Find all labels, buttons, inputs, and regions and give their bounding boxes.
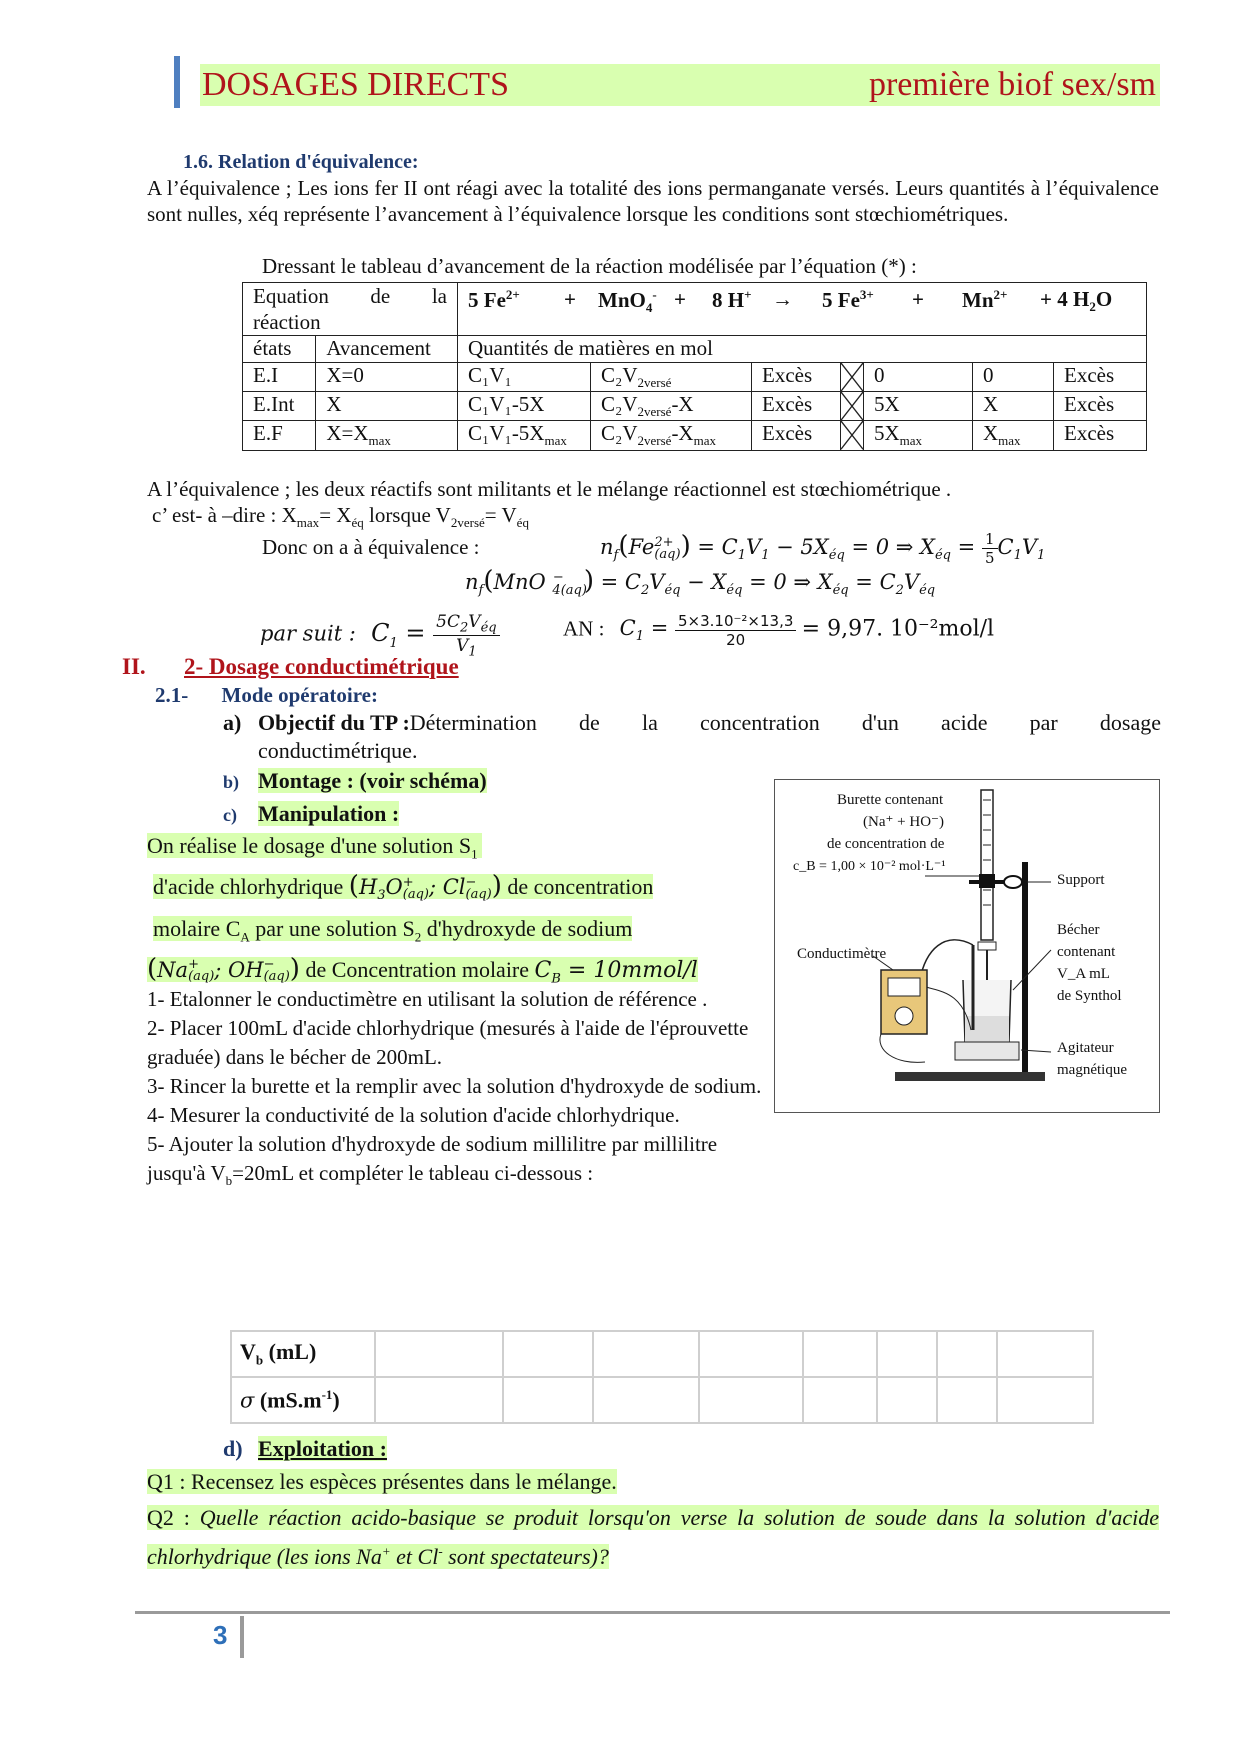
page-number-bar [240, 1616, 244, 1658]
section-2-heading [122, 654, 459, 680]
cb-formula: $C_B$ = 10mmol/l [534, 957, 698, 987]
page-header [200, 64, 1160, 106]
formula-fe: $n_f(Fe$ 2+ (aq) ) = $C_1V_1 - 5X_{éq} = 0$ ⇒ $X_{éq}$ = $\frac{1}{5}$ $C_1V_1$ [600, 530, 1046, 567]
header-avancement: Avancement [316, 336, 458, 363]
question-1: Q1 : Recensez les espèces présentes dans le mélange. [147, 1469, 617, 1494]
measurement-table [230, 1330, 1094, 1424]
step-2: 2- Placer 100mL d'acide chlorhydrique (mesurés à l'aide de l'éprouvette graduée) dans le bécher de 200mL. [147, 1016, 749, 1069]
burette-label-1: Burette contenant [837, 792, 944, 808]
table-row-ef: E.F $X=X_{max}$ C₁V₁-$5X_{max}$ $C_2V_{2versé}-X_{max}$ Excès $5X_{max}$ $X_{max}$ Excès [243, 421, 1147, 450]
vb-cell[interactable] [877, 1331, 937, 1377]
manipulation-text: On réalise le dosage d'une solution $S_1$ d'acide chlorhydrique ($H_3O$ + (aq) ; Cl − (aq) ) de concentration molaire $C_A$ par une solution $S_2$ d'hydroxyde de sodium (Na + (aq) ; OH − (aq) ) de Concentration molaire $C_B$ = 10mmol/l [147, 833, 698, 987]
titration-setup-diagram [775, 780, 1159, 1112]
section-title: Relation d'équivalence: [218, 151, 419, 173]
header-title-left: DOSAGES DIRECTS [202, 66, 509, 103]
reaction-equation: 5 $Fe^{2+}$ + MnO$_4$- + 8 H+ → 5 $Fe^{3+}$ + $Mn^{2+}$ + 4 $H_2O$ [468, 287, 1113, 316]
manipulation-item: c) Manipulation : [223, 801, 400, 826]
section-2-title: 2- Dosage conductimétrique [184, 654, 459, 679]
step-1: 1- Etalonner le conductimètre en utilisant la solution de référence . [147, 987, 708, 1011]
vb-cell[interactable] [803, 1331, 877, 1377]
sigma-cell[interactable] [593, 1377, 699, 1423]
becher-label-1: Bécher [1057, 922, 1100, 938]
table-row-eint: E.Int X C₁V₁-5X $C_2V_{2versé}-X$ Excès 5X X Excès [243, 392, 1147, 421]
table-intro: Dressant le tableau d’avancement de la réaction modélisée par l’équation (*) : [262, 254, 917, 278]
vb-cell[interactable] [699, 1331, 803, 1377]
an-formula: AN : $C_1$ = $\frac{\text{5×3.10⁻²×13,3}}{20}$ = 9,97. 10⁻²mol/l [563, 612, 995, 649]
support-label: Support [1057, 872, 1105, 888]
burette-label-3: de concentration de [827, 836, 945, 852]
table-row-vb: $V_b$ (mL) [231, 1331, 1093, 1377]
par-suit-formula: par suit : $C_1$ = $\frac{5C_2V_{éq}}{V_1}$ [260, 612, 500, 660]
equivalence-line-1: A l’équivalence ; les deux réactifs sont militants et le mélange réactionnel est stœchiométrique . [147, 477, 952, 501]
header-etats: états [243, 336, 316, 363]
crossed-cell [841, 392, 864, 421]
objectif-item: a) Objectif du TP : Détermination de la concentration d'un acide par dosage conductimétrique. [223, 710, 1161, 763]
becher-label-2: contenant [1057, 944, 1116, 960]
burette-label-2: (Na⁺ + HO⁻) [863, 814, 944, 830]
step-4: 4- Mesurer la conductivité de la solution d'acide chlorhydrique. [147, 1103, 680, 1127]
footer-divider [135, 1611, 1170, 1614]
table-row-ei: E.I X=0 C₁V₁ $C_2V_{2versé}$ Excès 0 0 Excès [243, 363, 1147, 392]
agitateur-label-1: Agitateur [1057, 1040, 1114, 1056]
vb-cell[interactable] [937, 1331, 997, 1377]
vb-cell[interactable] [593, 1331, 699, 1377]
c1-fraction: $\frac{5C_2V_{éq}}{V_1}$ [433, 612, 499, 660]
avancement-table [242, 282, 1147, 451]
vb-cell[interactable] [375, 1331, 503, 1377]
cross-mark-icon [841, 421, 863, 449]
an-fraction: $\frac{\text{5×3.10⁻²×13,3}}{20}$ [675, 612, 796, 649]
burette-label-4: c_B = 1,00 × 10⁻² mol·L⁻¹ [793, 859, 946, 874]
sigma-cell[interactable] [877, 1377, 937, 1423]
titration-schema [774, 779, 1160, 1113]
cross-mark-icon [841, 392, 863, 420]
becher-label-4: de Synthol [1057, 988, 1122, 1004]
conductimetre-label: Conductimètre [797, 946, 887, 962]
equivalence-paragraph: A l’équivalence ; Les ions fer II ont réagi avec la totalité des ions permanganate versés. Leurs quantités à l’équivalence sont nulles, xéq représente l’avancement à l’équivalence lorsque les conditions sont stœchiométriques. [147, 176, 1159, 226]
table-row-sigma: σ $(mS.m^{-1})$ [231, 1377, 1093, 1423]
sigma-cell[interactable] [803, 1377, 877, 1423]
na-oh-formula: (Na + (aq) ; OH − (aq) ) [147, 953, 300, 985]
sigma-cell[interactable] [503, 1377, 593, 1423]
section-1-6-heading [183, 151, 419, 174]
question-2: Q2 : Quelle réaction acido-basique se produit lorsqu'on verse la solution de soude dans la solution d'acide chlorhydrique (les ions Na+ et Cl- sont spectateurs)? [147, 1505, 1159, 1570]
equivalence-line-2: c’ est- à –dire : $X_{max}= X_{éq}$ lorsque $V_{2versé}= V_{éq}$ [152, 503, 529, 531]
vb-cell[interactable] [503, 1331, 593, 1377]
h3o-cl-formula: ($H_3O$ + (aq) ; Cl − (aq) ) [348, 871, 502, 904]
donc-label: Donc on a à équivalence : [262, 535, 480, 559]
equation-label: Equation de la réaction [253, 284, 447, 334]
subsection-2-1-heading: 2.1- Mode opératoire: [155, 683, 378, 707]
step-3: 3- Rincer la burette et la remplir avec la solution d'hydroxyde de sodium. [147, 1074, 762, 1098]
header-quantites: Quantités de matières en mol [458, 336, 1147, 363]
exploitation-item: d) Exploitation : [223, 1436, 387, 1461]
equation-label-cell [243, 283, 458, 336]
section-number: 1.6. [183, 151, 213, 173]
header-title-right: première biof sex/sm [868, 66, 1156, 103]
section-numeral: II. [122, 654, 146, 679]
crossed-cell [841, 421, 864, 450]
sigma-cell[interactable] [937, 1377, 997, 1423]
procedure-steps [147, 985, 767, 1195]
sigma-cell[interactable] [699, 1377, 803, 1423]
reaction-arrow: → [772, 287, 793, 311]
page-number: 3 [213, 1620, 228, 1650]
header-accent-bar [174, 56, 180, 108]
formula-mno4: $n_f(MnO$ $_{4(aq)}$− ) = $C_2V_{éq} - X_{éq} = 0$ ⇒ $X_{éq} = C_2V_{éq}$ [465, 566, 936, 599]
crossed-cell [841, 363, 864, 392]
becher-label-3: V_A mL [1057, 966, 1110, 982]
sigma-cell[interactable] [997, 1377, 1093, 1423]
cross-mark-icon [841, 363, 863, 391]
equation-cell [458, 283, 1147, 336]
step-5: 5- Ajouter la solution d'hydroxyde de sodium millilitre par millilitre jusqu'à $V_b=20mL$ et compléter le tableau ci-dessous : [147, 1132, 718, 1189]
sigma-cell[interactable] [375, 1377, 503, 1423]
agitateur-label-2: magnétique [1057, 1062, 1127, 1078]
vb-cell[interactable] [997, 1331, 1093, 1377]
montage-item: b) Montage : (voir schéma) [223, 768, 487, 793]
